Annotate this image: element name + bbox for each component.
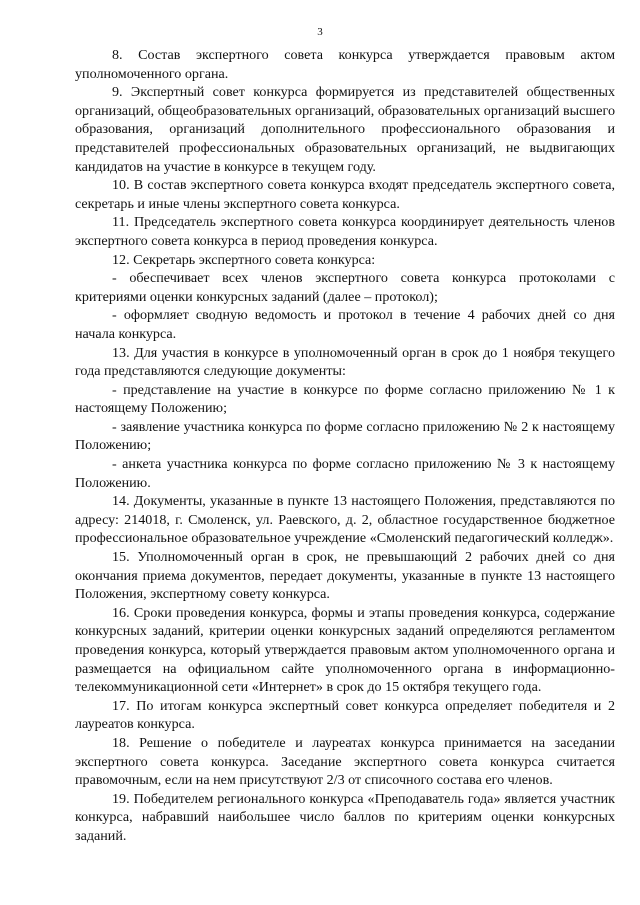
paragraph-11: 11. Председатель экспертного совета конкурса координирует деятельность членов экспертного совета конкурса в период проведения конкурса. [75,214,615,249]
page-number: 3 [317,26,323,38]
paragraph-13: 13. Для участия в конкурсе в уполномоченный орган в срок до 1 ноября текущего года представляются следующие документы: [75,344,615,380]
list-item: - оформляет сводную ведомость и протокол в течение 4 рабочих дней со дня начала конкурса. [75,307,615,342]
paragraph-14: 14. Документы, указанные в пункте 13 настоящего Положения, представляются по адресу: 214018, г. Смоленск, ул. Раевского, д. 2, областное государственное бюджетное профессиональное образовательное учреждение «Смоленский педагогический колледж». [75,493,615,547]
paragraph-18: 18. Решение о победителе и лауреатах конкурса принимается на заседании экспертного совета конкурса. Заседание экспертного совета конкурса считается правомочным, если на нем присутствуют 2/3 от списочного состава его членов. [75,734,615,789]
paragraph-15: 15. Уполномоченный орган в срок, не превышающий 2 рабочих дней со дня окончания приема документов, передает документы, указанные в пункте 13 настоящего Положения, экспертному совету конкурса. [75,549,615,603]
list-item: - заявление участника конкурса по форме согласно приложению № 2 к настоящему Положению; [75,418,615,454]
paragraph-19: 19. Победителем регионального конкурса «Преподаватель года» является участник конкурса, набравший наибольшее число баллов по критериям оценки конкурсных заданий. [75,790,615,844]
list-item: - анкета участника конкурса по форме согласно приложению № 3 к настоящему Положению. [75,456,615,491]
paragraph-10: 10. В состав экспертного совета конкурса входят председатель экспертного совета, секретарь и иные члены экспертного совета конкурса. [75,177,615,212]
paragraph-16: 16. Сроки проведения конкурса, формы и этапы проведения конкурса, содержание конкурсных заданий, критерии оценки конкурсных заданий определяются регламентом проведения конкурса, который утверждается правовым актом уполномоченного органа и размещается на официальном сайте уполномоченного органа в информационно-телекоммуникационной сети «Интернет» в срок до 15 октября текущего года. [75,604,615,696]
paragraph-9: 9. Экспертный совет конкурса формируется из представителей общественных организаций, общеобразовательных организаций, образовательных организаций высшего образования, организаций дополнительного профессионального образования и представителей профессиональных образовательных организаций, не выдвигающих кандидатов на участие в конкурсе в текущем году. [75,84,615,175]
paragraph-12: 12. Секретарь экспертного совета конкурса: [112,251,376,268]
list-item: - представление на участие в конкурсе по форме согласно приложению № 1 к настоящему Положению; [75,381,615,417]
paragraph-8: 8. Состав экспертного совета конкурса утверждается правовым актом уполномоченного органа. [75,47,615,82]
document-body [75,46,615,846]
paragraph-17: 17. По итогам конкурса экспертный совет конкурса определяет победителя и 2 лауреатов конкурса. [75,697,615,733]
list-item: - обеспечивает всех членов экспертного совета конкурса протоколами с критериями оценки конкурсных заданий (далее – протокол); [75,270,615,305]
